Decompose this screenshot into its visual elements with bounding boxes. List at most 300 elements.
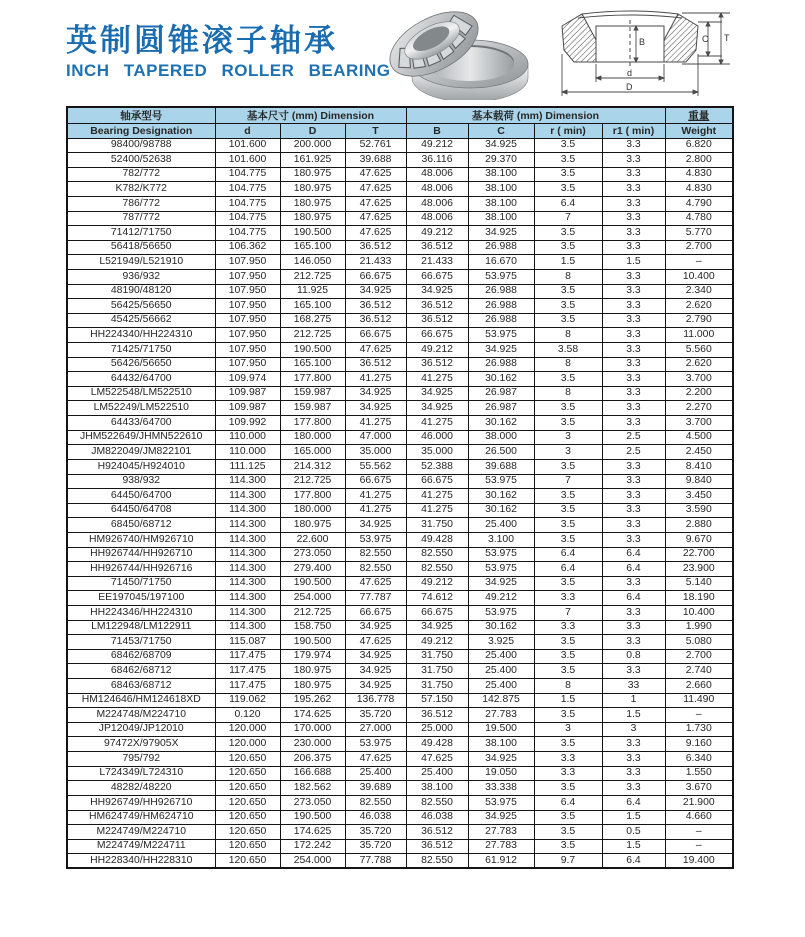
value-cell: 3.3	[602, 211, 665, 226]
table-row	[67, 153, 733, 168]
column-header-T: T	[345, 124, 406, 139]
table-row	[67, 708, 733, 723]
bearing-designation-cell: 71412/71750	[67, 226, 215, 241]
value-cell: 3.5	[534, 781, 602, 796]
value-cell: 6.4	[602, 547, 665, 562]
value-cell: 159.987	[280, 386, 345, 401]
value-cell: 26.987	[468, 401, 534, 416]
value-cell: 25.000	[406, 722, 468, 737]
value-cell: 3.3	[602, 737, 665, 752]
bearing-designation-cell: 938/932	[67, 474, 215, 489]
value-cell: 10.400	[665, 269, 733, 284]
bearing-designation-cell: 71450/71750	[67, 576, 215, 591]
value-cell: 53.975	[468, 269, 534, 284]
value-cell: 2.660	[665, 679, 733, 694]
value-cell: 3.3	[602, 416, 665, 431]
value-cell: 47.625	[406, 752, 468, 767]
diagram-label-B: B	[639, 37, 646, 47]
value-cell: 3.5	[534, 416, 602, 431]
value-cell: 3.3	[602, 196, 665, 211]
value-cell: 39.688	[468, 459, 534, 474]
value-cell: 104.775	[215, 182, 280, 197]
value-cell: 82.550	[345, 562, 406, 577]
value-cell: 212.725	[280, 269, 345, 284]
table-row	[67, 591, 733, 606]
value-cell: 3.100	[468, 532, 534, 547]
bearing-designation-cell: 71425/71750	[67, 343, 215, 358]
value-cell: 3.3	[602, 576, 665, 591]
value-cell: 34.925	[468, 752, 534, 767]
bearing-designation-cell: HH228340/HH228310	[67, 854, 215, 869]
value-cell: 206.375	[280, 752, 345, 767]
bearing-designation-cell: M224748/M224710	[67, 708, 215, 723]
group-header-designation: 轴承型号	[67, 107, 215, 124]
value-cell: 26.988	[468, 284, 534, 299]
value-cell: 8	[534, 357, 602, 372]
value-cell: 120.650	[215, 752, 280, 767]
value-cell: 19.050	[468, 766, 534, 781]
table-row	[67, 167, 733, 182]
value-cell: 34.925	[345, 284, 406, 299]
value-cell: 3.5	[534, 401, 602, 416]
value-cell: 55.562	[345, 459, 406, 474]
column-header-D: D	[280, 124, 345, 139]
value-cell: 34.925	[345, 664, 406, 679]
value-cell: 3	[534, 445, 602, 460]
value-cell: 3.5	[534, 372, 602, 387]
value-cell: 35.720	[345, 708, 406, 723]
value-cell: 2.620	[665, 357, 733, 372]
value-cell: 48.006	[406, 167, 468, 182]
value-cell: 190.500	[280, 635, 345, 650]
table-row	[67, 386, 733, 401]
value-cell: 165.000	[280, 445, 345, 460]
value-cell: 2.450	[665, 445, 733, 460]
value-cell: 41.275	[345, 416, 406, 431]
value-cell: 46.000	[406, 430, 468, 445]
value-cell: 165.100	[280, 357, 345, 372]
value-cell: 3.3	[602, 182, 665, 197]
value-cell: 36.512	[345, 313, 406, 328]
value-cell: 142.875	[468, 693, 534, 708]
value-cell: 48.006	[406, 211, 468, 226]
value-cell: 180.975	[280, 679, 345, 694]
value-cell: 25.400	[345, 766, 406, 781]
value-cell: 177.800	[280, 372, 345, 387]
bearing-table-body	[67, 138, 733, 868]
value-cell: 109.974	[215, 372, 280, 387]
value-cell: 34.925	[345, 518, 406, 533]
table-row	[67, 649, 733, 664]
bearing-designation-cell: 68462/68709	[67, 649, 215, 664]
value-cell: 2.620	[665, 299, 733, 314]
value-cell: 41.275	[406, 372, 468, 387]
value-cell: 27.000	[345, 722, 406, 737]
value-cell: 38.100	[406, 781, 468, 796]
value-cell: 110.000	[215, 430, 280, 445]
value-cell: 5.140	[665, 576, 733, 591]
table-row	[67, 620, 733, 635]
value-cell: 36.512	[406, 708, 468, 723]
table-row	[67, 752, 733, 767]
value-cell: 114.300	[215, 576, 280, 591]
value-cell: 3.3	[602, 343, 665, 358]
value-cell: 6.4	[602, 562, 665, 577]
value-cell: 104.775	[215, 167, 280, 182]
value-cell: –	[665, 825, 733, 840]
bearing-designation-cell: 787/772	[67, 211, 215, 226]
value-cell: 8	[534, 328, 602, 343]
value-cell: 49.212	[406, 343, 468, 358]
value-cell: 3.5	[534, 503, 602, 518]
value-cell: 46.038	[406, 810, 468, 825]
value-cell: 1.5	[534, 255, 602, 270]
value-cell: 66.675	[345, 328, 406, 343]
value-cell: 30.162	[468, 372, 534, 387]
value-cell: 2.800	[665, 153, 733, 168]
value-cell: 2.200	[665, 386, 733, 401]
value-cell: 57.150	[406, 693, 468, 708]
value-cell: 3.3	[602, 313, 665, 328]
value-cell: 180.975	[280, 211, 345, 226]
value-cell: 107.950	[215, 255, 280, 270]
value-cell: 22.600	[280, 532, 345, 547]
value-cell: 34.925	[468, 226, 534, 241]
value-cell: 4.830	[665, 182, 733, 197]
value-cell: 2.790	[665, 313, 733, 328]
value-cell: 111.125	[215, 459, 280, 474]
value-cell: 3.5	[534, 240, 602, 255]
value-cell: 77.788	[345, 854, 406, 869]
bearing-designation-cell: 45425/56662	[67, 313, 215, 328]
value-cell: 212.725	[280, 474, 345, 489]
value-cell: 114.300	[215, 503, 280, 518]
bearing-designation-cell: 71453/71750	[67, 635, 215, 650]
value-cell: 39.689	[345, 781, 406, 796]
value-cell: 174.625	[280, 825, 345, 840]
value-cell: 22.700	[665, 547, 733, 562]
value-cell: 82.550	[406, 795, 468, 810]
value-cell: 53.975	[345, 532, 406, 547]
value-cell: 3.3	[602, 226, 665, 241]
value-cell: 2.740	[665, 664, 733, 679]
value-cell: 82.550	[406, 854, 468, 869]
value-cell: 3	[534, 430, 602, 445]
value-cell: 3.700	[665, 372, 733, 387]
table-row	[67, 489, 733, 504]
bearing-designation-cell: HH926744/HH926716	[67, 562, 215, 577]
value-cell: 49.212	[406, 138, 468, 153]
value-cell: 66.675	[345, 474, 406, 489]
value-cell: 30.162	[468, 620, 534, 635]
bearing-designation-cell: 68450/68712	[67, 518, 215, 533]
value-cell: 161.925	[280, 153, 345, 168]
value-cell: 3.3	[602, 459, 665, 474]
group-header-row	[67, 107, 733, 124]
value-cell: 35.720	[345, 839, 406, 854]
value-cell: 190.500	[280, 576, 345, 591]
value-cell: 27.783	[468, 825, 534, 840]
value-cell: 120.650	[215, 839, 280, 854]
value-cell: 212.725	[280, 328, 345, 343]
value-cell: 34.925	[406, 284, 468, 299]
table-row	[67, 357, 733, 372]
value-cell: 2.5	[602, 430, 665, 445]
value-cell: 66.675	[406, 269, 468, 284]
value-cell: 36.512	[345, 240, 406, 255]
value-cell: 120.650	[215, 781, 280, 796]
table-row	[67, 576, 733, 591]
value-cell: 34.925	[345, 401, 406, 416]
bearing-designation-cell: JM822049/JM822101	[67, 445, 215, 460]
bearing-designation-cell: K782/K772	[67, 182, 215, 197]
bearing-designation-cell: 97472X/97905X	[67, 737, 215, 752]
value-cell: 8.410	[665, 459, 733, 474]
table-row	[67, 737, 733, 752]
value-cell: 1.5	[534, 693, 602, 708]
page-title-chinese: 英制圆锥滚子轴承	[66, 23, 338, 58]
value-cell: 30.162	[468, 503, 534, 518]
value-cell: 3.5	[534, 284, 602, 299]
bearing-designation-cell: 795/792	[67, 752, 215, 767]
value-cell: 177.800	[280, 416, 345, 431]
value-cell: 1.5	[602, 255, 665, 270]
value-cell: 230.000	[280, 737, 345, 752]
bearing-designation-cell: 48282/48220	[67, 781, 215, 796]
value-cell: 254.000	[280, 854, 345, 869]
value-cell: 19.500	[468, 722, 534, 737]
value-cell: 3.3	[602, 401, 665, 416]
value-cell: 2.340	[665, 284, 733, 299]
column-header-r-min: r ( min)	[534, 124, 602, 139]
value-cell: 36.512	[406, 313, 468, 328]
value-cell: 3.5	[534, 664, 602, 679]
value-cell: 115.087	[215, 635, 280, 650]
value-cell: 3.670	[665, 781, 733, 796]
value-cell: 5.080	[665, 635, 733, 650]
bearing-table-header	[67, 107, 733, 138]
value-cell: 3.3	[602, 299, 665, 314]
value-cell: 172.242	[280, 839, 345, 854]
value-cell: 114.300	[215, 474, 280, 489]
value-cell: 26.988	[468, 240, 534, 255]
value-cell: 26.988	[468, 313, 534, 328]
bearing-designation-cell: HH224346/HH224310	[67, 606, 215, 621]
table-row	[67, 722, 733, 737]
bearing-designation-cell: M224749/M224711	[67, 839, 215, 854]
value-cell: 3.3	[602, 372, 665, 387]
table-row	[67, 532, 733, 547]
value-cell: 3.5	[534, 810, 602, 825]
table-row	[67, 693, 733, 708]
value-cell: 2.700	[665, 649, 733, 664]
value-cell: 190.500	[280, 810, 345, 825]
value-cell: 3.5	[534, 138, 602, 153]
value-cell: 1.550	[665, 766, 733, 781]
value-cell: 146.050	[280, 255, 345, 270]
value-cell: 74.612	[406, 591, 468, 606]
value-cell: 279.400	[280, 562, 345, 577]
value-cell: 47.625	[345, 167, 406, 182]
value-cell: 41.275	[406, 416, 468, 431]
value-cell: 273.050	[280, 795, 345, 810]
value-cell: 107.950	[215, 328, 280, 343]
value-cell: 3.5	[534, 708, 602, 723]
value-cell: 41.275	[406, 503, 468, 518]
column-header-B: B	[406, 124, 468, 139]
value-cell: 120.650	[215, 795, 280, 810]
value-cell: 0.8	[602, 649, 665, 664]
table-row	[67, 839, 733, 854]
value-cell: 114.300	[215, 547, 280, 562]
value-cell: 165.100	[280, 299, 345, 314]
value-cell: 6.4	[534, 562, 602, 577]
column-header-designation: Bearing Designation	[67, 124, 215, 139]
value-cell: 168.275	[280, 313, 345, 328]
value-cell: 120.000	[215, 722, 280, 737]
value-cell: 8	[534, 679, 602, 694]
bearing-designation-cell: JHM522649/JHMN522610	[67, 430, 215, 445]
value-cell: 6.4	[602, 795, 665, 810]
value-cell: 120.650	[215, 825, 280, 840]
value-cell: 3.5	[534, 635, 602, 650]
value-cell: 38.100	[468, 196, 534, 211]
value-cell: 114.300	[215, 489, 280, 504]
bearing-designation-cell: L724349/L724310	[67, 766, 215, 781]
value-cell: 29.370	[468, 153, 534, 168]
value-cell: 18.190	[665, 591, 733, 606]
bearing-table	[66, 106, 734, 869]
table-row	[67, 182, 733, 197]
value-cell: 49.212	[468, 591, 534, 606]
value-cell: 34.925	[406, 386, 468, 401]
value-cell: 107.950	[215, 269, 280, 284]
value-cell: 117.475	[215, 649, 280, 664]
value-cell: 3.3	[602, 284, 665, 299]
bearing-cross-section-diagram	[552, 0, 730, 102]
value-cell: 120.650	[215, 766, 280, 781]
column-header-C: C	[468, 124, 534, 139]
value-cell: 212.725	[280, 606, 345, 621]
table-row	[67, 635, 733, 650]
value-cell: 3.3	[602, 328, 665, 343]
value-cell: 36.512	[345, 299, 406, 314]
bearing-designation-cell: HH224340/HH224310	[67, 328, 215, 343]
value-cell: 107.950	[215, 284, 280, 299]
value-cell: 170.000	[280, 722, 345, 737]
value-cell: 48.006	[406, 196, 468, 211]
table-row	[67, 679, 733, 694]
value-cell: 21.433	[345, 255, 406, 270]
value-cell: 158.750	[280, 620, 345, 635]
value-cell: 3.3	[602, 240, 665, 255]
value-cell: 33	[602, 679, 665, 694]
value-cell: 7	[534, 606, 602, 621]
value-cell: 47.625	[345, 752, 406, 767]
bearing-designation-cell: HM124646/HM124618XD	[67, 693, 215, 708]
value-cell: 41.275	[345, 489, 406, 504]
bearing-designation-cell: HM624749/HM624710	[67, 810, 215, 825]
value-cell: 3.5	[534, 737, 602, 752]
value-cell: 3.3	[534, 766, 602, 781]
value-cell: 6.340	[665, 752, 733, 767]
value-cell: 66.675	[406, 328, 468, 343]
bearing-photo	[372, 2, 530, 100]
value-cell: 180.975	[280, 182, 345, 197]
value-cell: 26.500	[468, 445, 534, 460]
bearing-designation-cell: LM522548/LM522510	[67, 386, 215, 401]
value-cell: 48.006	[406, 182, 468, 197]
value-cell: 34.925	[345, 649, 406, 664]
value-cell: 35.000	[345, 445, 406, 460]
value-cell: 107.950	[215, 357, 280, 372]
value-cell: 3.3	[602, 269, 665, 284]
value-cell: 3.700	[665, 416, 733, 431]
value-cell: 214.312	[280, 459, 345, 474]
table-row	[67, 328, 733, 343]
value-cell: 3.3	[534, 752, 602, 767]
bearing-designation-cell: LM52249/LM522510	[67, 401, 215, 416]
value-cell: 10.400	[665, 606, 733, 621]
bearing-designation-cell: 48190/48120	[67, 284, 215, 299]
table-row	[67, 226, 733, 241]
bearing-designation-cell: 56425/56650	[67, 299, 215, 314]
table-row	[67, 781, 733, 796]
value-cell: 190.500	[280, 226, 345, 241]
table-row	[67, 547, 733, 562]
value-cell: 26.987	[468, 386, 534, 401]
value-cell: 31.750	[406, 518, 468, 533]
value-cell: 25.400	[468, 664, 534, 679]
value-cell: 177.800	[280, 489, 345, 504]
value-cell: 2.880	[665, 518, 733, 533]
value-cell: 35.000	[406, 445, 468, 460]
table-row	[67, 503, 733, 518]
value-cell: 49.428	[406, 532, 468, 547]
value-cell: 25.400	[468, 518, 534, 533]
value-cell: 104.775	[215, 196, 280, 211]
value-cell: 3.3	[602, 664, 665, 679]
table-row	[67, 810, 733, 825]
table-row	[67, 255, 733, 270]
value-cell: 180.975	[280, 518, 345, 533]
value-cell: 66.675	[406, 606, 468, 621]
value-cell: 200.000	[280, 138, 345, 153]
value-cell: 114.300	[215, 562, 280, 577]
value-cell: 52.388	[406, 459, 468, 474]
bearing-designation-cell: 782/772	[67, 167, 215, 182]
value-cell: 9.840	[665, 474, 733, 489]
table-row	[67, 562, 733, 577]
value-cell: 254.000	[280, 591, 345, 606]
table-row	[67, 430, 733, 445]
table-row	[67, 269, 733, 284]
table-row	[67, 854, 733, 869]
value-cell: 3.3	[602, 386, 665, 401]
value-cell: 4.500	[665, 430, 733, 445]
value-cell: 8	[534, 269, 602, 284]
value-cell: 3.3	[602, 489, 665, 504]
value-cell: 47.625	[345, 182, 406, 197]
value-cell: 6.4	[602, 591, 665, 606]
value-cell: 0.120	[215, 708, 280, 723]
value-cell: 7	[534, 211, 602, 226]
value-cell: 82.550	[406, 562, 468, 577]
table-row	[67, 138, 733, 153]
value-cell: 3.5	[534, 167, 602, 182]
value-cell: 1	[602, 693, 665, 708]
value-cell: 35.720	[345, 825, 406, 840]
